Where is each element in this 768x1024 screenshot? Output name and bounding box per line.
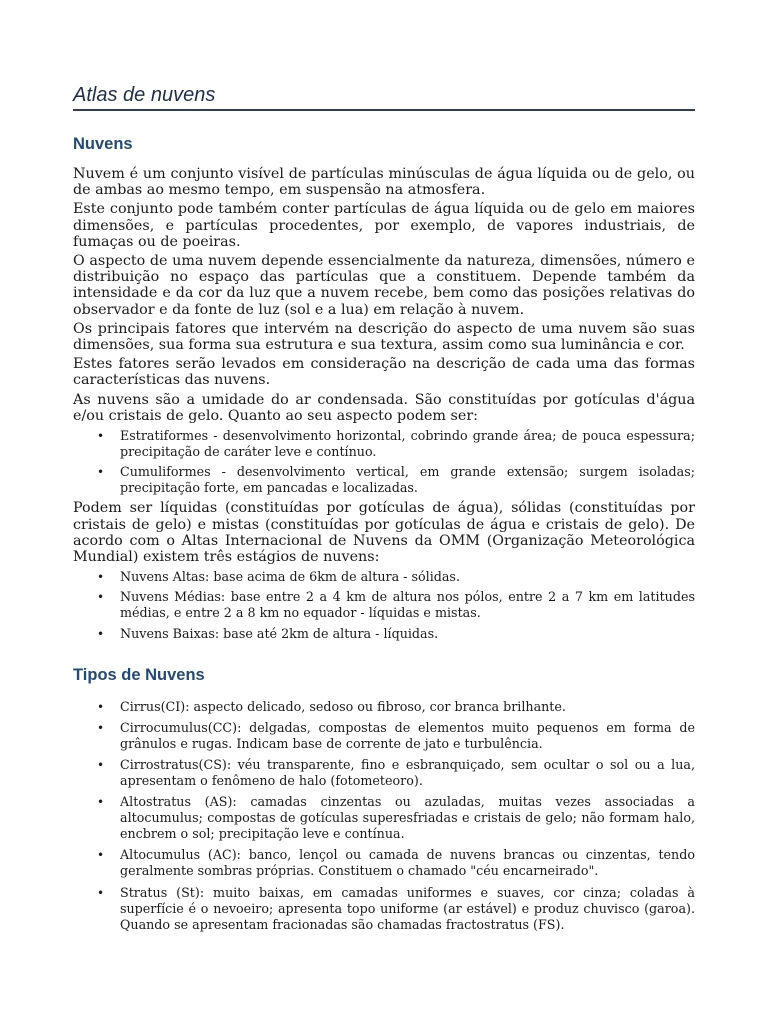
list-item [73, 757, 695, 789]
list-item [73, 794, 695, 842]
list-item [73, 720, 695, 752]
list-item-text: Nuvens Médias: base entre 2 a 4 km de altura nos pólos, entre 2 a 7 km em latitudes médias, e entre 2 a 8 km no equador - líquidas e mistas. [120, 589, 695, 621]
list-item-text: Altocumulus (AC): banco, lençol ou camada de nuvens brancas ou cinzentas, tendo geralmente sombras próprias. Constituem o chamado "céu encarneirado". [120, 847, 695, 879]
paragraph: As nuvens são a umidade do ar condensada. São constituídas por gotículas d'água e/ou cristais de gelo. Quanto ao seu aspecto podem ser: [73, 391, 695, 424]
paragraph: Nuvem é um conjunto visível de partículas minúsculas de água líquida ou de gelo, ou de ambas ao mesmo tempo, em suspensão na atmosfera. [73, 166, 695, 199]
list-item [73, 699, 695, 715]
list-item [73, 464, 695, 496]
list-item-text: Estratiformes - desenvolvimento horizontal, cobrindo grande área; de pouca espessura; precipitação de caráter leve e contínuo. [120, 428, 695, 460]
bullet-icon: • [97, 699, 105, 714]
list-item-text: Altostratus (AS): camadas cinzentas ou azuladas, muitas vezes associadas a altocumulus; compostas de gotículas superesfriadas e cristais de gelo; não formam halo, encbrem o sol; precipitação leve e contínua. [120, 794, 695, 842]
aspect-list [73, 428, 695, 496]
paragraph: Os principais fatores que intervém na descrição do aspecto de uma nuvem são suas dimensões, sua forma sua estrutura e sua textura, assim como sua luminância e cor. [73, 320, 695, 354]
bullet-icon: • [97, 570, 105, 585]
bullet-icon: • [97, 757, 105, 772]
paragraph: Podem ser líquidas (constituídas por gotículas de água), sólidas (constituídas por cristais de gelo) e mistas (constituídas por gotículas de água e cristais de gelo). De acordo com o Altas Internacional de Nuvens da OMM (Organização Meteorológica Mundial) existem três estágios de nuvens: [73, 500, 695, 566]
list-item-text: Cirrus(CI): aspecto delicado, sedoso ou fibroso, cor branca brilhante. [120, 698, 566, 714]
list-item-text: Nuvens Baixas: base até 2km de altura - líquidas. [120, 625, 439, 641]
bullet-icon: • [97, 429, 105, 444]
stage-list [73, 569, 695, 641]
document-body [73, 133, 695, 938]
bullet-icon: • [97, 720, 105, 735]
list-item [73, 589, 695, 621]
bullet-icon: • [97, 465, 105, 480]
list-item [73, 428, 695, 460]
cloud-types-list [73, 699, 695, 933]
bullet-icon: • [97, 795, 105, 810]
paragraph: O aspecto de uma nuvem depende essencialmente da natureza, dimensões, número e distribuição no espaço das partículas que a constituem. Depende também da intensidade e da cor da luz que a nuvem recebe, bem como das posições relativas do observador e da fonte de luz (sol e a lua) em relação à nuvem. [73, 253, 695, 318]
page-title: Atlas de nuvens [73, 84, 216, 106]
bullet-icon: • [97, 848, 105, 863]
list-item-text: Cirrostratus(CS): véu transparente, fino e esbranquiçado, sem ocultar o sol ou a lua, apresentam o fenômeno de halo (fotometeoro). [120, 756, 695, 788]
list-item-text: Nuvens Altas: base acima de 6km de altura - sólidas. [120, 569, 460, 585]
section-heading-tipos: Tipos de Nuvens [73, 665, 205, 684]
title-divider [73, 109, 695, 111]
paragraph: Este conjunto pode também conter partículas de água líquida ou de gelo em maiores dimensões, e partículas procedentes, por exemplo, de vapores industriais, de fumaças ou de poeiras. [73, 201, 695, 250]
list-item [73, 569, 695, 585]
bullet-icon: • [97, 885, 105, 900]
list-item [73, 626, 695, 642]
paragraph: Estes fatores serão levados em consideração na descrição de cada uma das formas características das nuvens. [73, 356, 695, 389]
list-item-text: Stratus (St): muito baixas, em camadas uniformes e suaves, cor cinza; coladas à superfície é o nevoeiro; apresenta topo uniforme (ar estável) e produz chuvisco (garoa). Quando se apresentam fracionadas são chamadas fractostratus (FS). [120, 884, 695, 932]
bullet-icon: • [97, 590, 105, 605]
bullet-icon: • [97, 626, 105, 641]
list-item-text: Cirrocumulus(CC): delgadas, compostas de elementos muito pequenos em forma de grânulos e rugas. Indicam base de corrente de jato e turbulência. [120, 719, 695, 751]
list-item-text: Cumuliformes - desenvolvimento vertical, em grande extensão; surgem isoladas; precipitação forte, em pancadas e localizadas. [120, 464, 695, 496]
section-heading-nuvens: Nuvens [73, 135, 133, 153]
list-item [73, 847, 695, 879]
list-item [73, 885, 695, 933]
